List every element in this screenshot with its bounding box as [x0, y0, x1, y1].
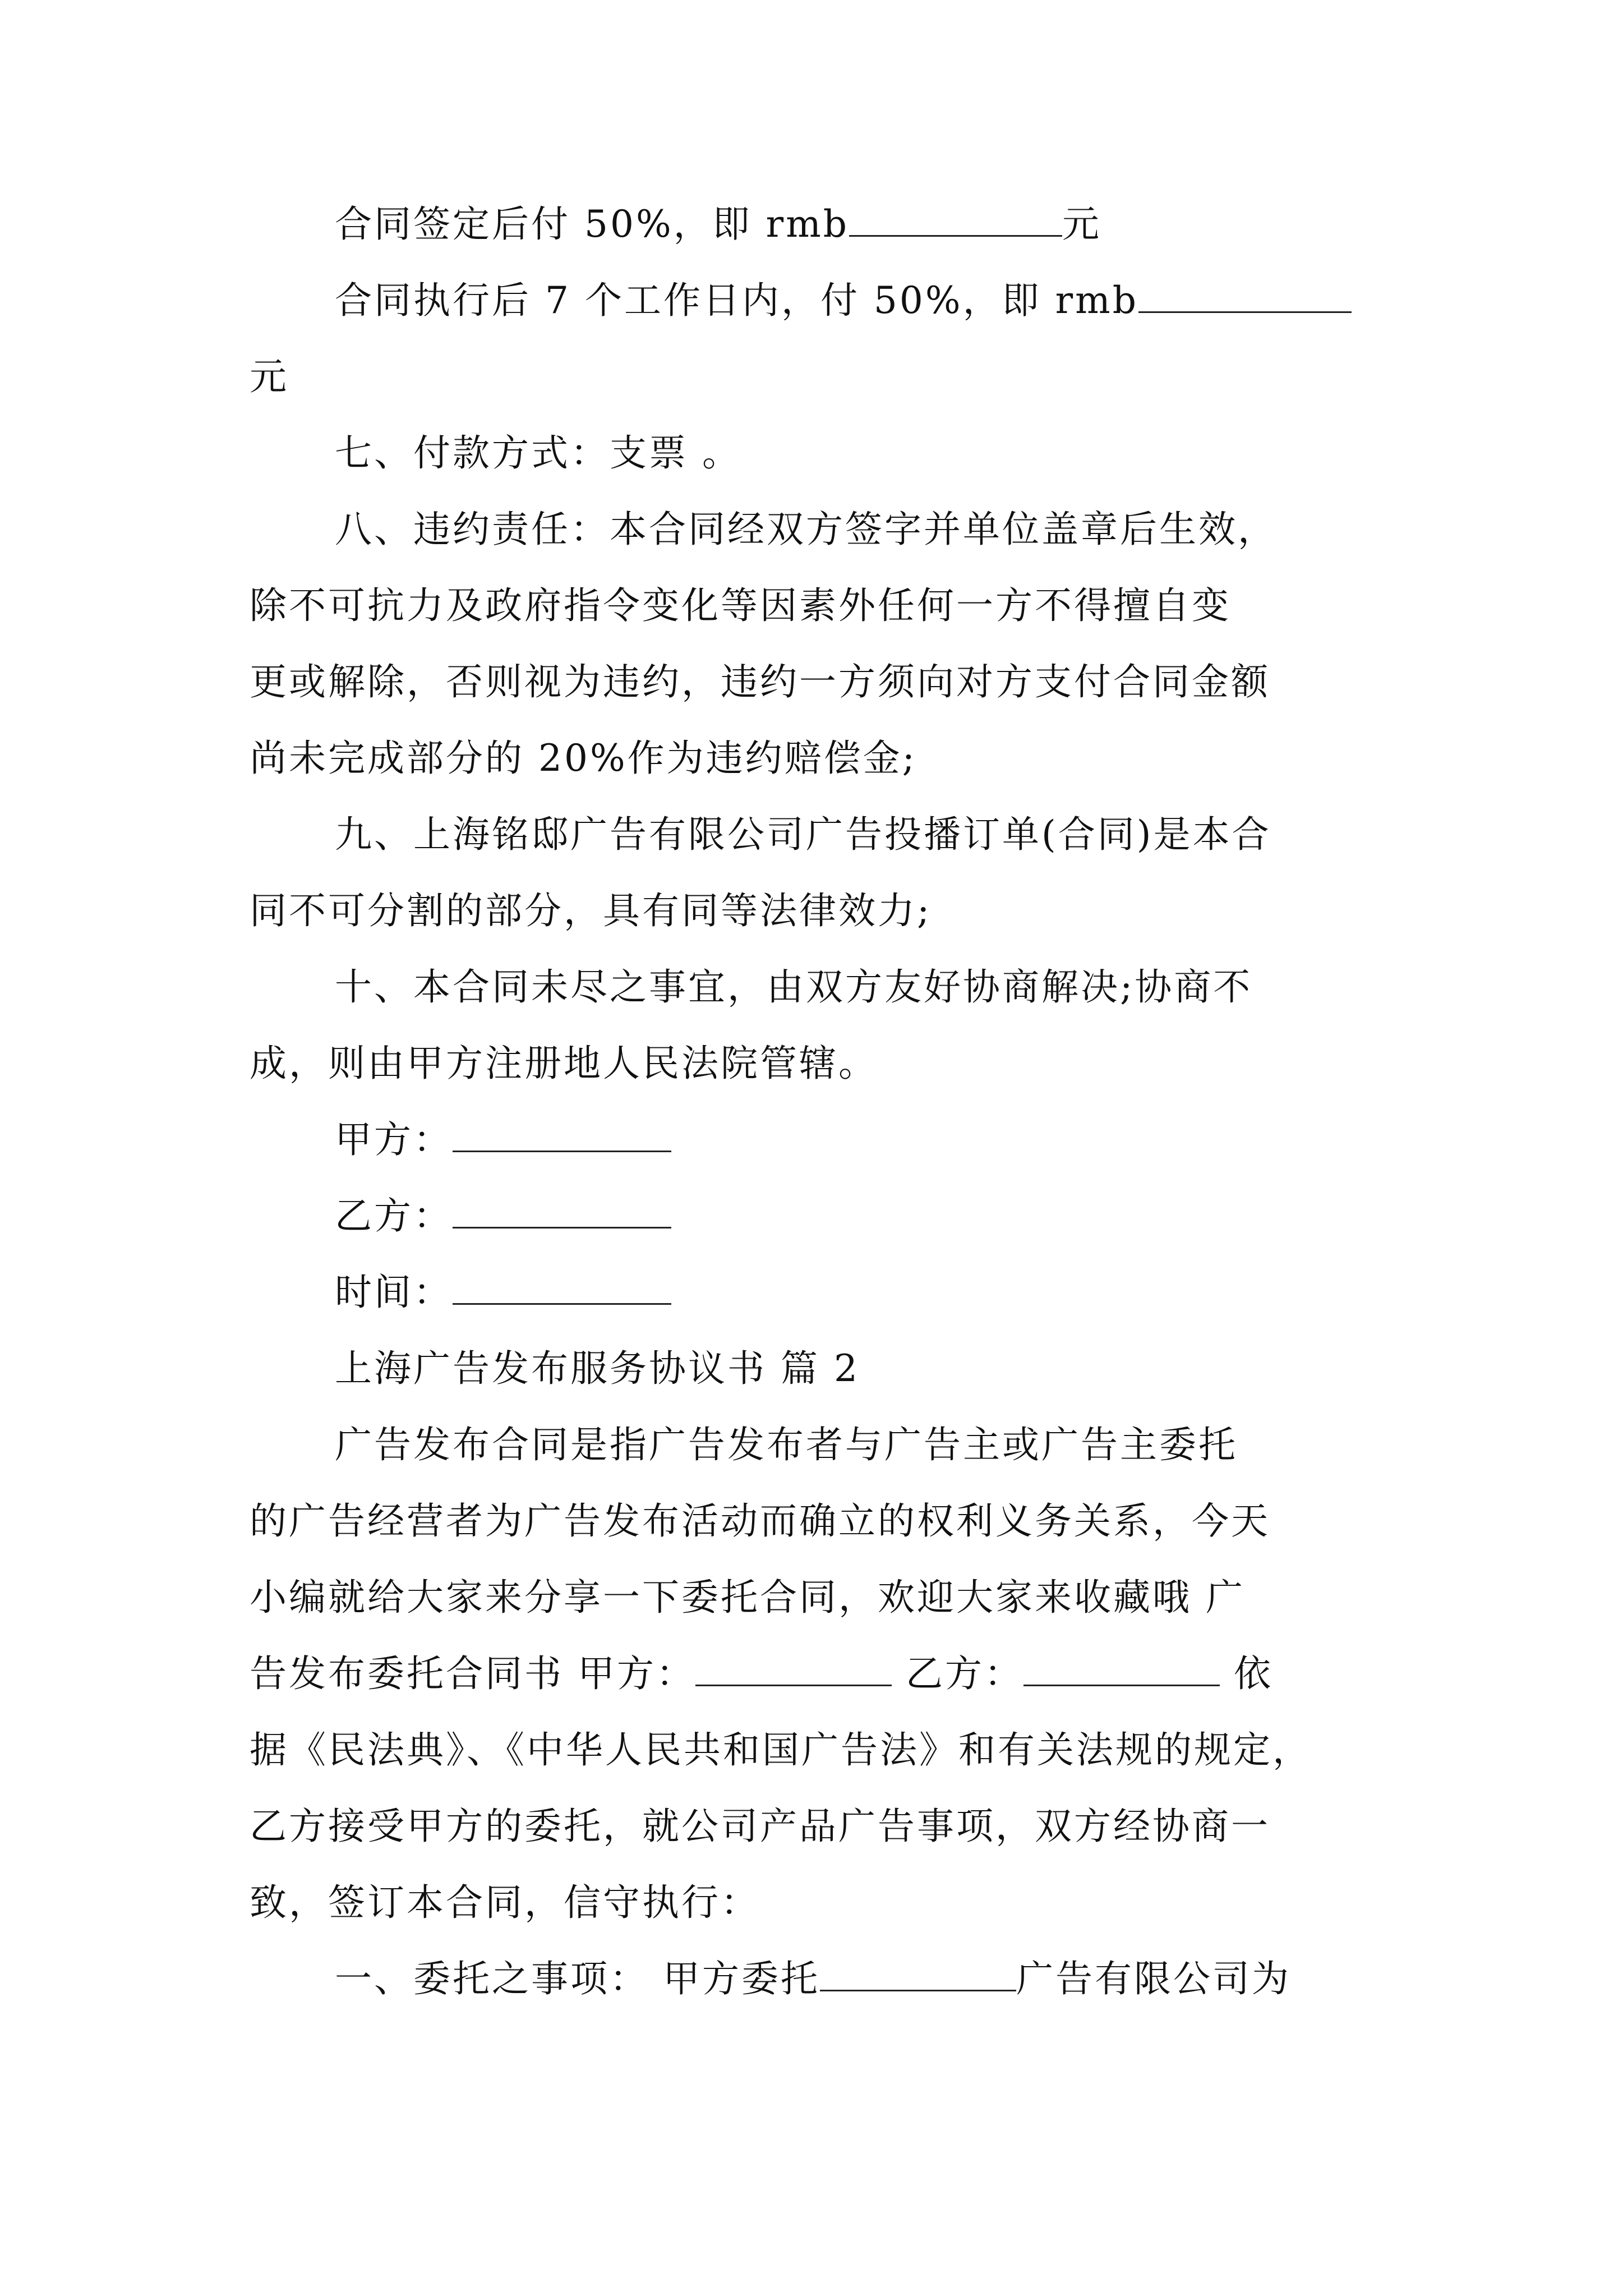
intro-line-1: 广告发布合同是指广告发布者与广告主或广告主委托	[335, 1423, 1238, 1466]
clause-10-line-2: 成，则由甲方注册地人民法院管辖。	[250, 1042, 878, 1085]
signature-time: 时间：	[250, 1254, 1377, 1331]
intro-line-5: 据《民法典》、《中华人民共和国广告法》和有关法规的规定，	[250, 1728, 1312, 1772]
intro-line-2: 的广告经营者为广告发布活动而确立的权利义务关系，今天	[250, 1499, 1270, 1543]
signature-party-b: 乙方：	[250, 1178, 1377, 1254]
party-a-blank[interactable]	[453, 1118, 671, 1152]
clause-8-line-4: 尚未完成部分的 20%作为违约赔偿金;	[250, 737, 917, 780]
party-b-blank[interactable]	[453, 1194, 671, 1228]
clause-8-line-1: 八、违约责任：本合同经双方签字并单位盖章后生效，	[335, 508, 1277, 551]
section-2-title: 上海广告发布服务协议书 篇 2	[335, 1347, 860, 1390]
intro-party-b-blank[interactable]	[1023, 1652, 1220, 1686]
agency-name-blank[interactable]	[820, 1957, 1016, 1991]
clause-9-line-1: 九、上海铭邸广告有限公司广告投播订单(合同)是本合	[335, 813, 1271, 856]
clause-8-line-2: 除不可抗力及政府指令变化等因素外任何一方不得擅自变	[250, 584, 1231, 627]
document-body	[250, 186, 1377, 2017]
payment-line-1: 合同签定后付 50%，即 rmb 元	[335, 203, 1102, 246]
clause-7: 七、付款方式：支票 。	[335, 431, 741, 475]
intro-line-4: 告发布委托合同书 甲方： 乙方： 依	[250, 1652, 1273, 1695]
amount-blank-1[interactable]	[849, 203, 1062, 237]
clause-8-line-3: 更或解除，否则视为违约，违约一方须向对方支付合同金额	[250, 660, 1270, 703]
payment-line-2-unit: 元	[250, 355, 289, 398]
item-1: 一、委托之事项： 甲方委托 广告有限公司为	[335, 1957, 1291, 2000]
payment-line-2: 合同执行后 7 个工作日内，付 50%，即 rmb	[250, 263, 1377, 339]
intro-line-6: 乙方接受甲方的委托，就公司产品广告事项，双方经协商一	[250, 1805, 1270, 1848]
intro-line-3: 小编就给大家来分享一下委托合同，欢迎大家来收藏哦 广	[250, 1576, 1245, 1619]
clause-10-line-1: 十、本合同未尽之事宜，由双方友好协商解决;协商不	[335, 965, 1253, 1009]
signature-party-a: 甲方：	[250, 1102, 1377, 1178]
amount-blank-2[interactable]	[1138, 279, 1352, 313]
intro-party-a-blank[interactable]	[695, 1652, 892, 1686]
intro-line-7: 致，签订本合同，信守执行：	[250, 1881, 760, 1924]
time-blank[interactable]	[453, 1271, 671, 1305]
clause-9-line-2: 同不可分割的部分，具有同等法律效力;	[250, 889, 932, 932]
